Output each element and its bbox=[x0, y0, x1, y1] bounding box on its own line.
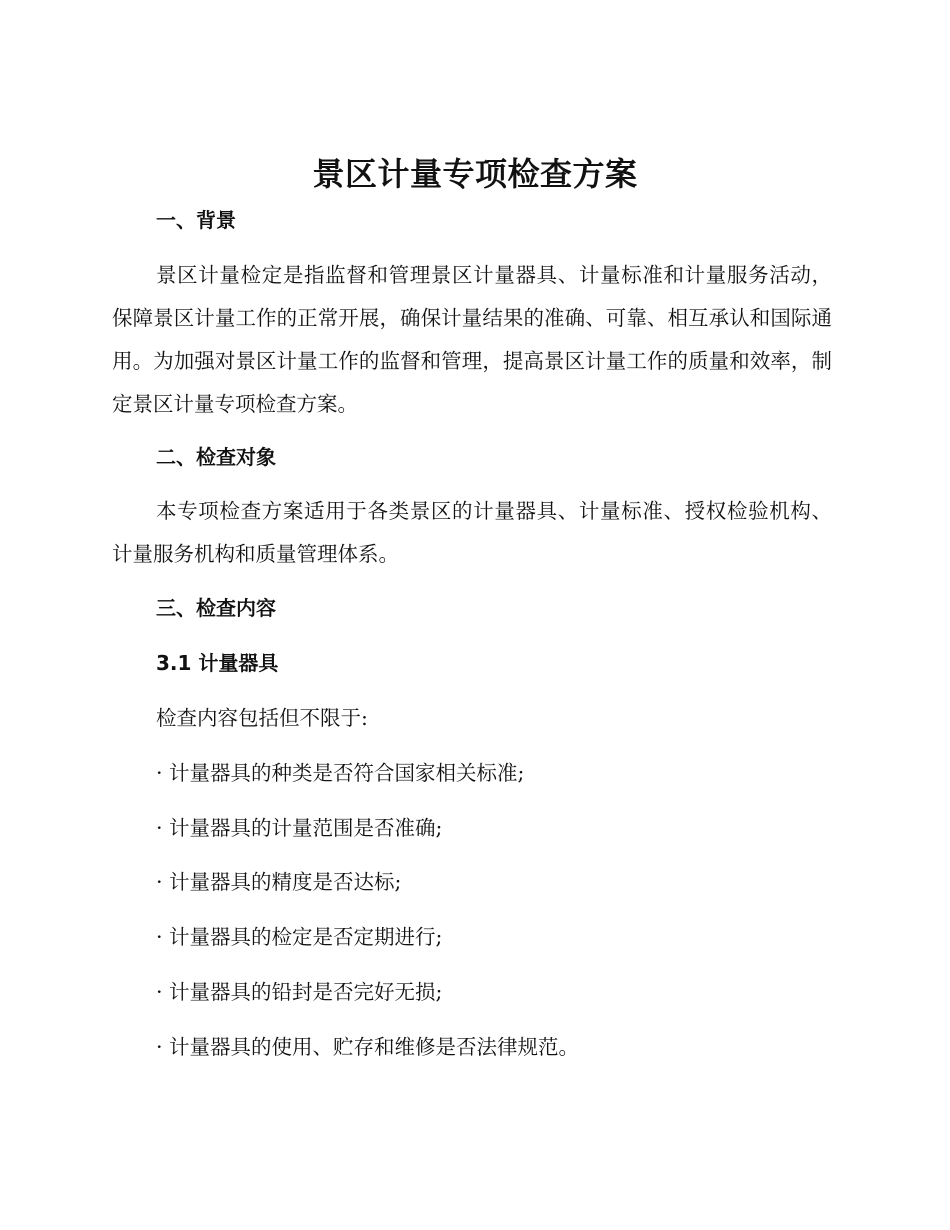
list-item: · 计量器具的精度是否达标; bbox=[156, 870, 402, 894]
document-title: 景区计量专项检查方案 bbox=[312, 155, 638, 193]
list-item: · 计量器具的使用、贮存和维修是否法律规范。 bbox=[156, 1035, 580, 1059]
section-paragraph-background: 景区计量检定是指监督和管理景区计量器具、计量标准和计量服务活动，保障景区计量工作的正常开展，确保计量结果的准确、可靠、相互承认和国际通用。为加强对景区计量工作的监督和管理，提高景区计量工作的质量和效率，制定景区计量专项检查方案。 bbox=[112, 263, 832, 416]
section-heading-inspection-content: 三、检查内容 bbox=[156, 596, 276, 620]
section-heading-background: 一、背景 bbox=[156, 208, 236, 232]
list-item: · 计量器具的铅封是否完好无损; bbox=[156, 980, 443, 1004]
subsection-heading-measuring-instruments: 3.1 计量器具 bbox=[156, 651, 279, 675]
subsection-intro: 检查内容包括但不限于: bbox=[156, 706, 368, 730]
list-item: · 计量器具的种类是否符合国家相关标准; bbox=[156, 761, 525, 785]
list-item: · 计量器具的计量范围是否准确; bbox=[156, 816, 443, 840]
list-item: · 计量器具的检定是否定期进行; bbox=[156, 925, 443, 949]
section-heading-inspection-targets: 二、检查对象 bbox=[156, 445, 276, 469]
section-paragraph-inspection-targets: 本专项检查方案适用于各类景区的计量器具、计量标准、授权检验机构、计量服务机构和质量管理体系。 bbox=[112, 499, 832, 566]
